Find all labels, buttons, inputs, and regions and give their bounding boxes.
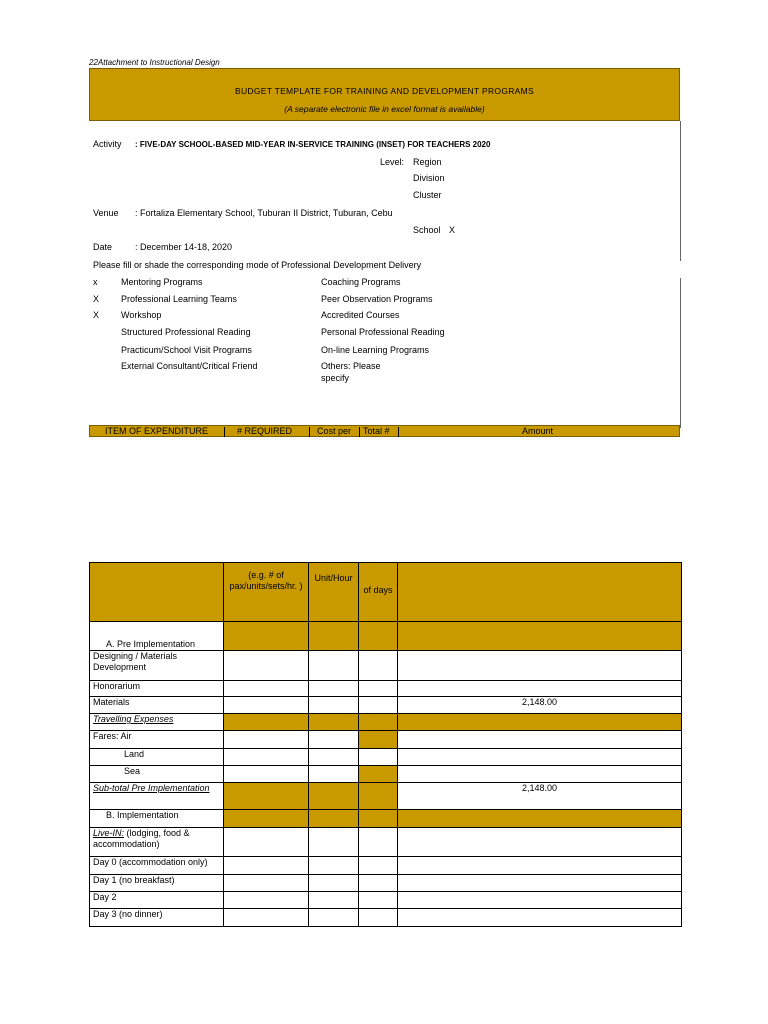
table-row bbox=[90, 892, 682, 909]
table-row bbox=[90, 909, 682, 927]
table-row bbox=[90, 681, 682, 697]
mode-learning-teams: Professional Learning Teams bbox=[121, 294, 237, 304]
row-label: Live-IN: (lodging, food & accommodation) bbox=[90, 828, 224, 857]
mode-accredited: Accredited Courses bbox=[321, 310, 400, 320]
table-row bbox=[90, 731, 682, 749]
row-label: Fares: Air bbox=[90, 731, 224, 749]
col-cost: Cost per bbox=[317, 426, 352, 436]
table-row bbox=[90, 651, 682, 681]
hdr-days: of days bbox=[359, 563, 398, 622]
mode-workshop: Workshop bbox=[121, 310, 162, 320]
right-border-line-lower bbox=[680, 278, 681, 428]
table-row bbox=[90, 622, 682, 651]
row-label: Day 3 (no dinner) bbox=[90, 909, 224, 927]
col-total: Total # bbox=[363, 426, 390, 436]
row-label: A. Pre Implementation bbox=[90, 622, 224, 651]
table-row bbox=[90, 766, 682, 783]
page-subtitle: (A separate electronic file in excel format is available) bbox=[284, 104, 485, 114]
activity-value: : FIVE-DAY SCHOOL-BASED MID-YEAR IN-SERVICE TRAINING (INSET) FOR TEACHERS 2020 bbox=[135, 140, 491, 149]
column-header-strip bbox=[89, 425, 680, 437]
row-label: Day 1 (no breakfast) bbox=[90, 875, 224, 892]
mode-mark: X bbox=[93, 294, 100, 304]
table-row bbox=[90, 783, 682, 810]
mode-coaching: Coaching Programs bbox=[321, 277, 401, 287]
mode-mark: X bbox=[93, 310, 100, 320]
row-label: Honorarium bbox=[90, 681, 224, 697]
instruction-text: Please fill or shade the corresponding mode of Professional Development Delivery bbox=[93, 260, 422, 270]
right-border-line bbox=[680, 121, 681, 261]
col-amount: Amount bbox=[522, 426, 554, 436]
row-label: Materials bbox=[90, 697, 224, 714]
level-division: Division bbox=[413, 173, 445, 183]
col-item: ITEM OF EXPENDITURE bbox=[105, 426, 209, 436]
table-row bbox=[90, 828, 682, 857]
date-label: Date bbox=[93, 242, 113, 252]
col-required: # REQUIRED bbox=[237, 426, 293, 436]
mode-online: On-line Learning Programs bbox=[321, 345, 430, 355]
row-label: Travelling Expenses bbox=[93, 714, 174, 724]
mode-others-specify: specify bbox=[321, 373, 350, 383]
mode-others: Others: Please bbox=[321, 361, 381, 371]
budget-table bbox=[89, 562, 682, 927]
row-label: Sub-total Pre Implementation bbox=[93, 783, 210, 793]
table-row bbox=[90, 857, 682, 875]
row-label: B. Implementation bbox=[90, 810, 224, 828]
hdr-required: (e.g. # of pax/units/sets/hr. ) bbox=[224, 563, 309, 622]
row-label: Day 2 bbox=[90, 892, 224, 909]
page-title: BUDGET TEMPLATE FOR TRAINING AND DEVELOPMENT PROGRAMS bbox=[235, 86, 534, 96]
attachment-label: 22Attachment to Instructional Design bbox=[89, 58, 220, 67]
mode-peer-observation: Peer Observation Programs bbox=[321, 294, 433, 304]
row-label: Day 0 (accommodation only) bbox=[90, 857, 224, 875]
mode-personal-reading: Personal Professional Reading bbox=[321, 327, 445, 337]
row-amount: 2,148.00 bbox=[398, 697, 682, 714]
row-label: Designing / Materials Development bbox=[90, 651, 224, 681]
level-cluster: Cluster bbox=[413, 190, 442, 200]
table-row bbox=[90, 714, 682, 731]
row-label: Sea bbox=[90, 766, 224, 783]
level-label: Level: bbox=[380, 157, 405, 167]
table-header-row bbox=[90, 563, 682, 622]
date-value: : December 14-18, 2020 bbox=[135, 242, 233, 252]
mode-practicum: Practicum/School Visit Programs bbox=[121, 345, 252, 355]
mode-mark: x bbox=[93, 277, 98, 287]
mode-structured-reading: Structured Professional Reading bbox=[121, 327, 251, 337]
venue-value: : Fortaliza Elementary School, Tuburan II District, Tuburan, Cebu bbox=[135, 208, 393, 218]
row-label: Land bbox=[90, 749, 224, 766]
row-amount: 2,148.00 bbox=[398, 783, 682, 810]
mode-mentoring: Mentoring Programs bbox=[121, 277, 203, 287]
level-school: School bbox=[413, 225, 441, 235]
mode-consultant: External Consultant/Critical Friend bbox=[121, 361, 258, 371]
level-region: Region bbox=[413, 157, 442, 167]
hdr-cost: Unit/Hour bbox=[309, 563, 359, 622]
school-mark: X bbox=[449, 225, 456, 235]
activity-label: Activity bbox=[93, 139, 122, 149]
table-row bbox=[90, 697, 682, 714]
table-row bbox=[90, 810, 682, 828]
table-row bbox=[90, 749, 682, 766]
table-row bbox=[90, 875, 682, 892]
venue-label: Venue bbox=[93, 208, 119, 218]
